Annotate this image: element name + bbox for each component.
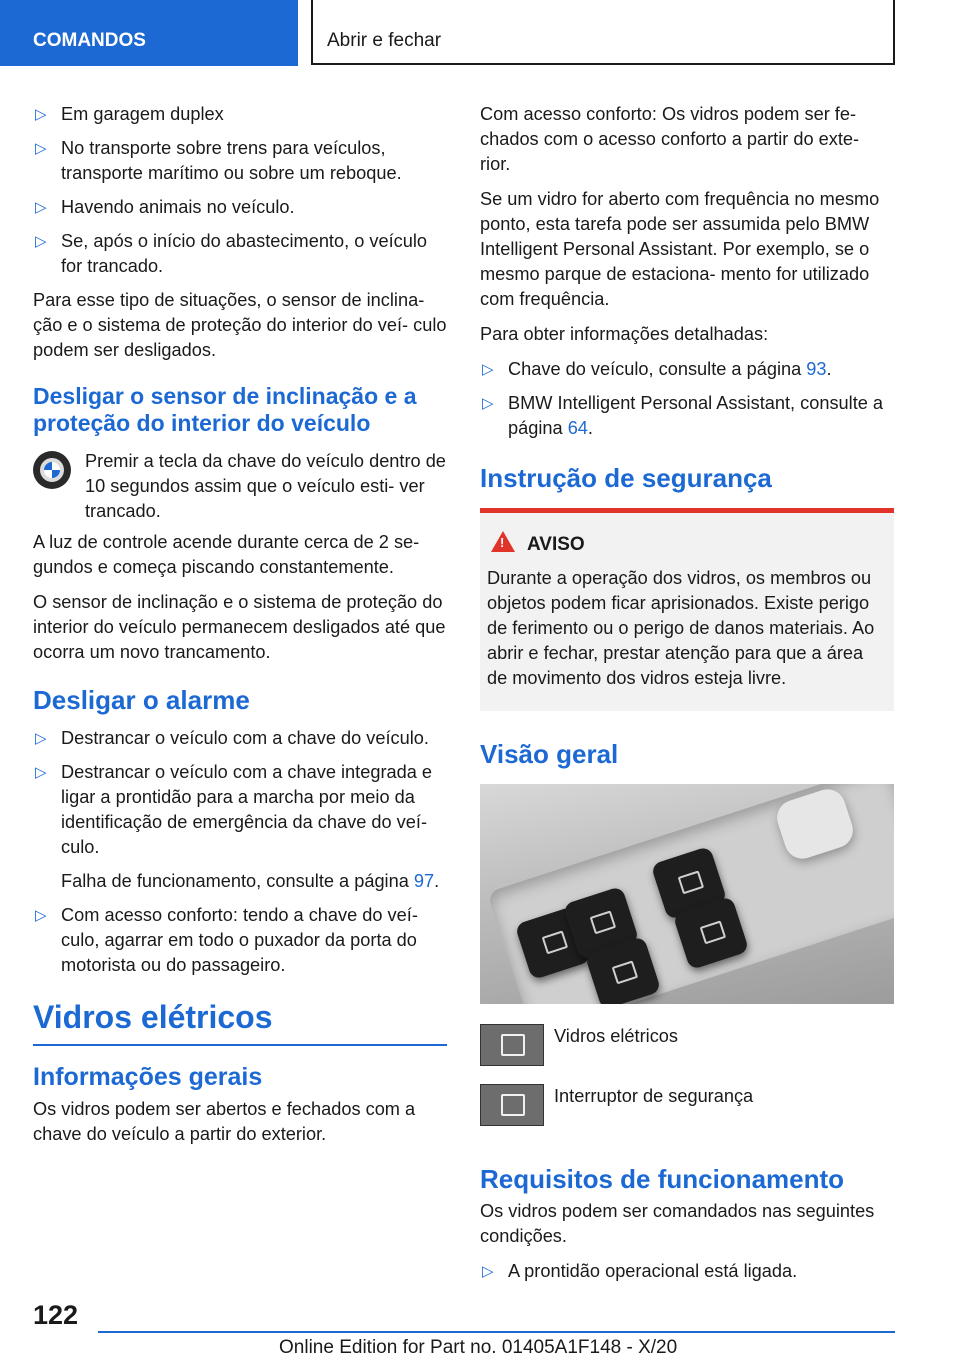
- bmw-key-button-icon: [33, 451, 71, 489]
- heading-disable-alarm: Desligar o alarme: [33, 685, 250, 715]
- paragraph: Se um vidro for aberto com frequência no mesmo ponto, esta tarefa pode ser assumida pelo BMW Intelligent Personal Assistant. Por exemplo, se o mesmo parque de estaciona‐ mento for utilizado com frequência.: [480, 189, 880, 309]
- list-item: ▷ Com acesso conforto: tendo a chave do veí‐ culo, agarrar em todo o puxador da porta do motorista ou do passageiro.: [35, 905, 418, 975]
- list-item: ▷ Destrancar o veículo com a chave integrada e ligar a prontidão para a marcha por meio da identificação de emergência da chave do veí‐ culo.: [35, 762, 433, 857]
- warning-triangle-icon: [491, 531, 515, 552]
- left-column: [33, 102, 447, 1157]
- paragraph: O sensor de inclinação e o sistema de proteção do interior do veículo permanecem desligados até que ocorra um novo trancamento.: [33, 592, 446, 662]
- key-instruction: Premir a tecla da chave do veículo dentro de 10 segundos assim que o veículo esti‐ ver trancado.: [33, 449, 447, 524]
- page-header: [0, 0, 960, 66]
- heading-divider: [33, 1044, 447, 1046]
- footer-divider: [98, 1331, 895, 1333]
- heading-power-windows: Vidros elétricos: [33, 999, 273, 1035]
- heading-requirements: Requisitos de funcionamento: [480, 1164, 845, 1194]
- triangle-bullet-icon: ▷: [35, 233, 47, 250]
- paragraph: Com acesso conforto: Os vidros podem ser fe‐ chados com o acesso conforto a partir do exte‐ rior.: [480, 104, 860, 174]
- list-item: ▷ Destrancar o veículo com a chave do veículo.: [33, 726, 447, 751]
- page-link-97[interactable]: 97: [413, 871, 435, 891]
- triangle-bullet-icon: ▷: [35, 199, 47, 216]
- page-link-93[interactable]: 93: [806, 359, 827, 379]
- list-item: ▷ No transporte sobre trens para veículos, transporte marítimo ou sobre um reboque.: [35, 138, 402, 183]
- list-item: ▷ Em garagem duplex: [33, 102, 447, 127]
- triangle-bullet-icon: ▷: [482, 1263, 494, 1280]
- list-item: ▷ BMW Intelligent Personal Assistant, consulte a página 64.: [482, 393, 884, 438]
- list-item: ▷ Chave do veículo, consulte a página 93.: [480, 357, 894, 382]
- list-item: ▷ Havendo animais no veículo.: [33, 195, 447, 220]
- window-switch-photo: [480, 784, 894, 1004]
- safety-switch-icon: [480, 1084, 544, 1126]
- triangle-bullet-icon: ▷: [482, 361, 494, 378]
- triangle-bullet-icon: ▷: [35, 764, 47, 781]
- paragraph: Os vidros podem ser abertos e fechados com a chave do veículo a partir do exterior.: [33, 1099, 416, 1144]
- page-link-64[interactable]: 64: [567, 418, 588, 438]
- paragraph: Para obter informações detalhadas:: [480, 324, 769, 344]
- warning-box: [480, 508, 894, 711]
- triangle-bullet-icon: ▷: [35, 730, 47, 747]
- legend-safety-switch: Interruptor de segurança: [480, 1084, 894, 1144]
- paragraph: Os vidros podem ser comandados nas seguintes condições.: [480, 1201, 875, 1246]
- chapter-tab: Abrir e fechar: [311, 0, 895, 65]
- heading-general-info: Informações gerais: [33, 1063, 263, 1091]
- triangle-bullet-icon: ▷: [35, 106, 47, 123]
- page-number: 122: [33, 1300, 79, 1330]
- heading-disable-sensor: Desligar o sensor de inclinação e a proteção do interior do veículo: [33, 383, 417, 436]
- right-column: [480, 102, 894, 1293]
- heading-overview: Visão geral: [480, 739, 619, 769]
- legend-power-windows: Vidros elétricos: [480, 1024, 894, 1084]
- triangle-bullet-icon: ▷: [35, 140, 47, 157]
- warning-text: Durante a operação dos vidros, os membros ou objetos podem ficar aprisionados. Existe perigo de ferimento ou o perigo de danos materiais. Ao abrir e fechar, prestar atenção para que a área de movimento dos vidros esteja livre.: [487, 568, 875, 688]
- section-tab: COMANDOS: [0, 0, 298, 66]
- heading-safety: Instrução de segurança: [480, 463, 772, 493]
- paragraph: Para esse tipo de situações, o sensor de inclina‐ ção e o sistema de proteção do interior do veí‐ culo podem ser desligados.: [33, 290, 447, 360]
- power-window-icon: [480, 1024, 544, 1066]
- triangle-bullet-icon: ▷: [482, 395, 494, 412]
- warning-title: !AVISO: [487, 531, 886, 556]
- triangle-bullet-icon: ▷: [35, 907, 47, 924]
- list-item: ▷ A prontidão operacional está ligada.: [480, 1259, 894, 1284]
- edition-note: Online Edition for Part no. 01405A1F148 - X/20: [279, 1337, 678, 1358]
- malfunction-note: Falha de funcionamento, consulte a página 97.: [61, 871, 440, 891]
- paragraph: A luz de controle acende durante cerca de 2 se‐ gundos e começa piscando constantemente.: [33, 532, 420, 577]
- list-item: ▷ Se, após o início do abastecimento, o veículo for trancado.: [35, 231, 427, 276]
